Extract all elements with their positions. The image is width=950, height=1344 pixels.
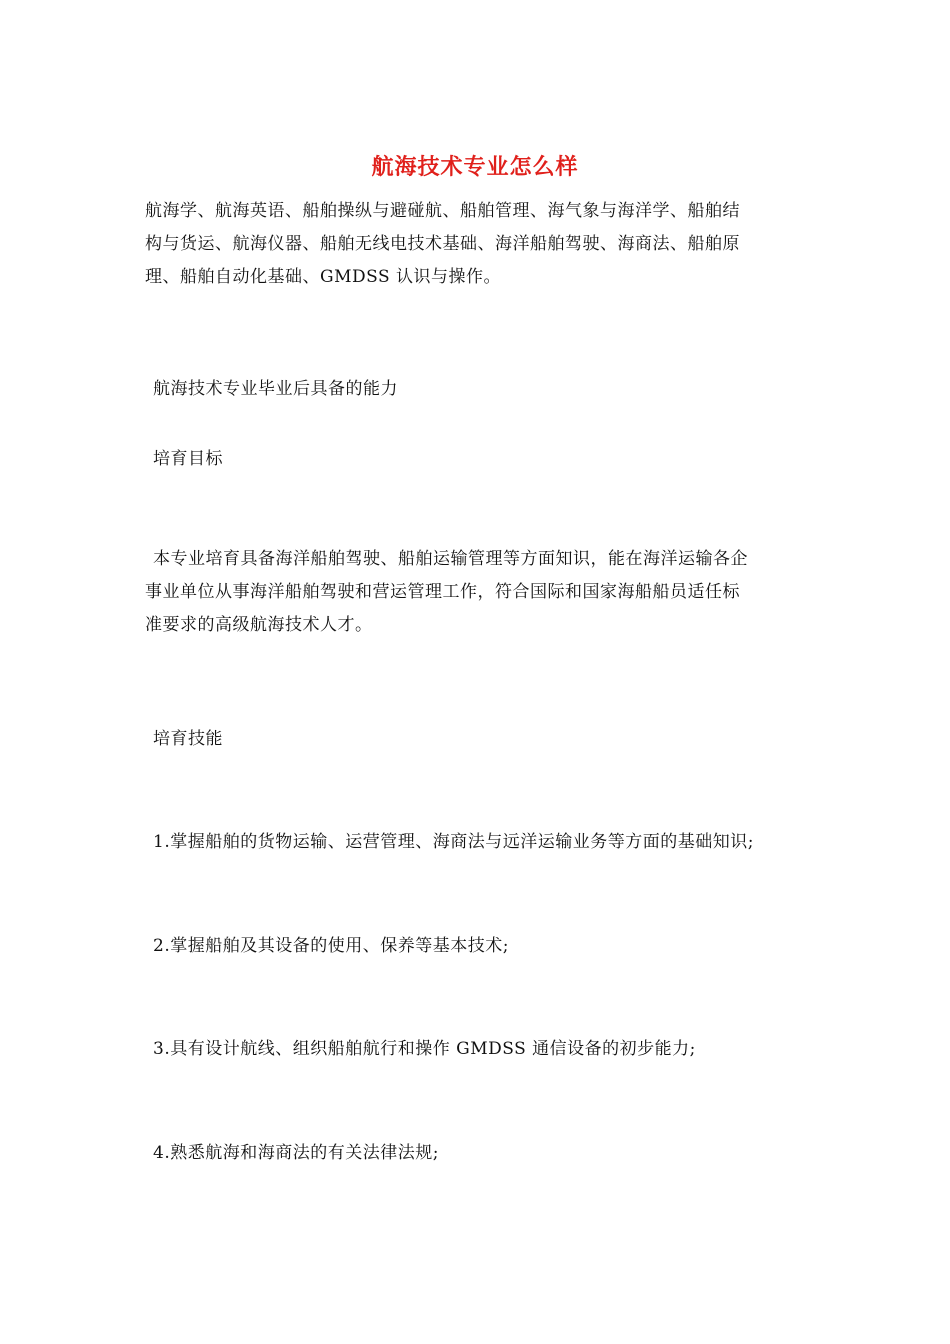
- skill-item: 3.具有设计航线、组织船舶航行和操作 GMDSS 通信设备的初步能力;: [153, 1039, 696, 1059]
- section-heading-goal: 培育目标: [153, 449, 223, 469]
- section-heading-ability: 航海技术专业毕业后具备的能力: [153, 379, 398, 399]
- intro-paragraph: [145, 195, 740, 294]
- intro-line: 航海学、航海英语、船舶操纵与避碰航、船舶管理、海气象与海洋学、船舶结: [145, 201, 740, 221]
- intro-line: 理、船舶自动化基础、GMDSS 认识与操作。: [145, 267, 502, 287]
- skill-item: 4.熟悉航海和海商法的有关法律法规;: [153, 1143, 439, 1163]
- skill-item: 1.掌握船舶的货物运输、运营管理、海商法与远洋运输业务等方面的基础知识;: [153, 832, 754, 852]
- goal-paragraph: [145, 543, 748, 642]
- document-title: 航海技术专业怎么样: [371, 154, 579, 180]
- intro-line: 构与货运、航海仪器、船舶无线电技术基础、海洋船舶驾驶、海商法、船舶原: [145, 234, 740, 254]
- goal-line: 准要求的高级航海技术人才。: [145, 615, 373, 635]
- section-heading-skills: 培育技能: [153, 729, 223, 749]
- goal-line: 事业单位从事海洋船舶驾驶和营运管理工作，符合国际和国家海船船员适任标: [145, 582, 740, 602]
- goal-line: 本专业培育具备海洋船舶驾驶、船舶运输管理等方面知识，能在海洋运输各企: [153, 549, 748, 569]
- skill-item: 2.掌握船舶及其设备的使用、保养等基本技术;: [153, 936, 509, 956]
